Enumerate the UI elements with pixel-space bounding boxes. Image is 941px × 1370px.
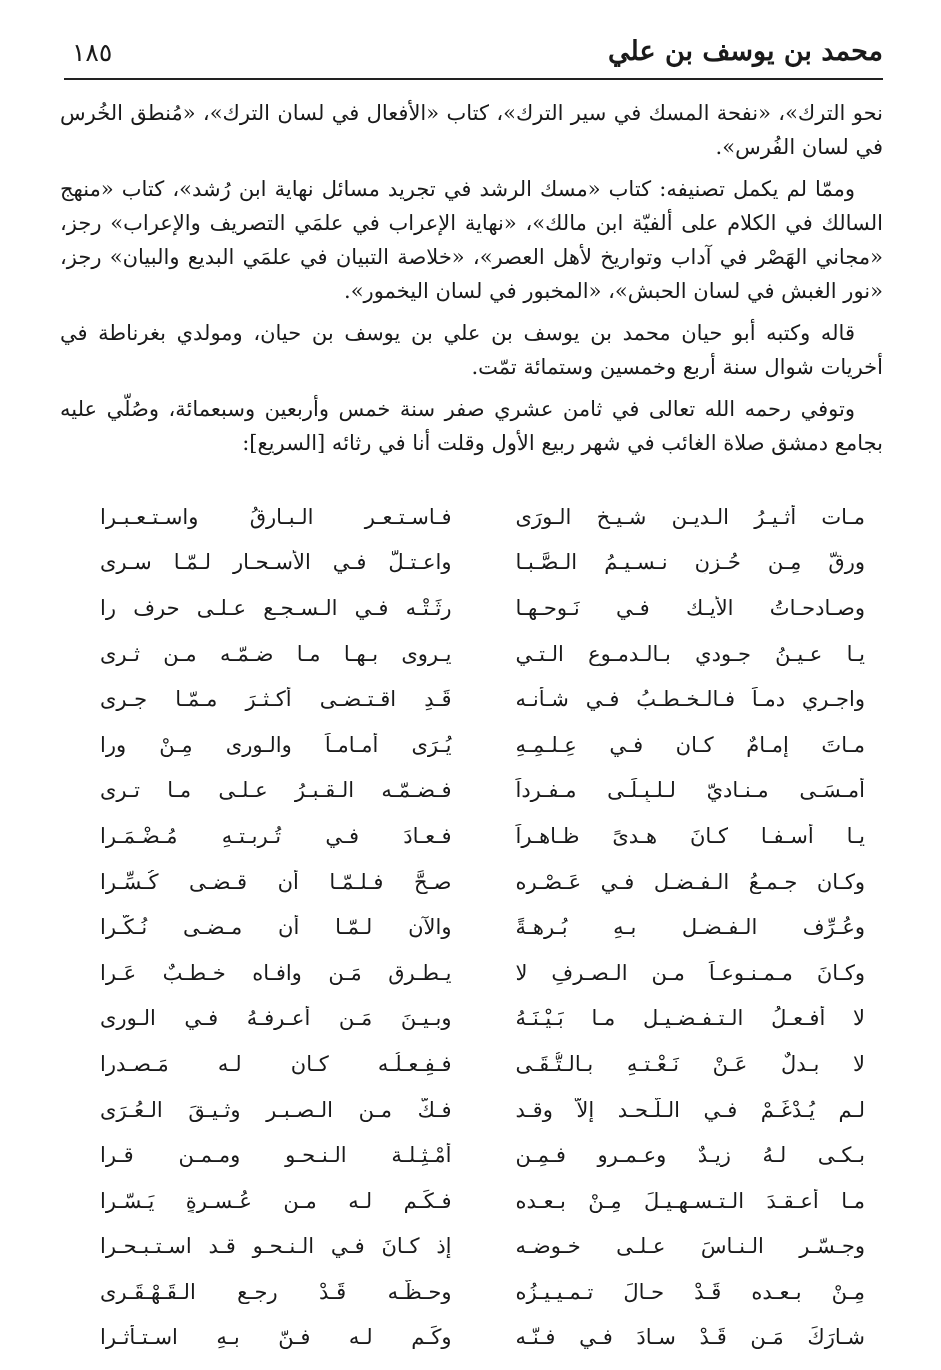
second-hemistich: يـطـرق مَـن وافـاه خـطـبٌ عَـرا: [100, 960, 452, 985]
verse-line: [60, 1315, 883, 1361]
first-hemistich: وجـسّـر الـنـاسَ عـلـى خـوضـه: [515, 1234, 865, 1259]
verse-line: [60, 631, 883, 677]
second-hemistich: وكَـم لـه فـنّ بـهِ اسـتـأثـرا: [100, 1325, 452, 1350]
second-hemistich: يـروى بـهـا مـا ضـمّـه مـن ثـرى: [100, 641, 452, 666]
first-hemistich: مِـنْ بـعـده قَـدْ حـالَ تـمـيـيـزُه: [515, 1279, 865, 1304]
verse-line: [60, 1041, 883, 1087]
first-hemistich: ورقّ مِـن حُـزنٍ نـسـيـمُ الـصَّـبـا: [515, 550, 865, 575]
first-hemistich: وكـانَ مـمـنـوعـاً مـن الـصـرفِ لا: [515, 960, 865, 985]
verse-line: [60, 1269, 883, 1315]
first-hemistich: واجـري دمـاً فـالـخـطـبُ فـي شـأنـه: [515, 687, 865, 712]
elegy-poem: [60, 494, 883, 1360]
first-hemistich: لا أفـعـلُ الـتـفـضـيـل مـا بَـيْـنَـهُ: [515, 1006, 865, 1031]
second-hemistich: فـكَـم لـه مـن عُـسـرةٍ يَـسّـرا: [100, 1188, 452, 1213]
first-hemistich: يـا عـيـنُ جـودي بـالـدمـوع الـتـي: [515, 641, 865, 666]
page-header: [64, 30, 883, 80]
second-hemistich: فـاسـتـعـر الـبـارقُ واسـتـعـبـرا: [100, 504, 452, 529]
second-hemistich: فـضـمّـه الـقـبـرُ عـلـى مـا تـرى: [100, 778, 452, 803]
second-hemistich: واعـتـلّ فـي الأسـحـار لـمّـا سـرى: [100, 550, 452, 575]
first-hemistich: وعُـرِّف الـفـضـل بـهِ بُـرهـةً: [515, 915, 865, 940]
verse-line: [60, 1132, 883, 1178]
prose-body: [60, 96, 883, 468]
second-hemistich: وحـظُّـه قَـدْ رجـع الـقَـهْـقَـرى: [100, 1279, 452, 1304]
verse-line: [60, 1224, 883, 1270]
verse-line: [60, 1178, 883, 1224]
verse-line: [60, 1087, 883, 1133]
first-hemistich: لا بـدلٌ عَـنْ نَـعْـتـهِ بـالـتُّـقَـى: [515, 1051, 865, 1076]
verse-line: [60, 494, 883, 540]
first-hemistich: لـم يُـدْغَـمْ فـي الـلّـحـد إلاّ وقـد: [515, 1097, 865, 1122]
verse-line: [60, 722, 883, 768]
running-title: محمد بن يوسف بن علي: [608, 36, 883, 67]
first-hemistich: شـارَكَ مَـن قَـدْ سـادَ فـي فـنّـه: [515, 1325, 865, 1350]
first-hemistich: مـاتَ إمـامٌ كـان فـي عِـلـمِـهِ: [515, 732, 865, 757]
first-hemistich: مـات أثـيـرُ الـديـن شـيـخ الـورَى: [515, 504, 865, 529]
verse-line: [60, 996, 883, 1042]
paragraph: نحو الترك»، «نفحة المسك في سير الترك»، كتاب «الأفعال في لسان الترك»، «مُنطق الخُرس في لسان الفُرس».: [60, 101, 883, 159]
first-hemistich: وصـادحـاتُ الأيـك فـي نَـوحـهـا: [515, 595, 865, 620]
second-hemistich: يُـرَى أمـامـاً والـورى مِـنْ ورا: [100, 732, 452, 757]
first-hemistich: يـا أسـفـا كـانَ هـدىً ظـاهـراً: [515, 823, 865, 848]
second-hemistich: إذ كـانَ فـي الـنـحـو قـد اسـتـبـحـرا: [100, 1234, 452, 1259]
verse-line: [60, 950, 883, 996]
first-hemistich: وكـان جـمـعُ الـفـضـل فـي عَـصْـرِه: [515, 869, 865, 894]
verse-line: [60, 904, 883, 950]
second-hemistich: قَـدِ اقـتـضـى أكـثـرَ مـمّـا جـرى: [100, 687, 452, 712]
second-hemistich: رثَـتْـه فـي الـسـجـع عـلـى حرف را: [100, 595, 452, 620]
paragraph: قاله وكتبه أبو حيان محمد بن يوسف بن علي بن يوسف بن حيان، ومولدي بغرناطة في أخريات شوال سنة أربع وخمسين وستمائة تمّت.: [60, 321, 883, 379]
second-hemistich: أمْـثِـلـة الـنـحـو ومـمـن قـرا: [100, 1143, 452, 1168]
second-hemistich: فـعـادَ فـي تُـربـتـهِ مُـضْـمَـرا: [100, 823, 452, 848]
second-hemistich: صـحَّ فـلـمّـا أن قـضـى كُـسِّـرا: [100, 869, 452, 894]
paragraph: وتوفي رحمه الله تعالى في ثامن عشري صفر سنة خمس وأربعين وسبعمائة، وصُلّي عليه بجامع دمشق صلاة الغائب في شهر ربيع الأول وقلت أنا في رثائه [السريع]:: [60, 397, 883, 455]
first-hemistich: بـكـى لـهُ زيـدٌ وعـمـرو فـمِـن: [515, 1143, 865, 1168]
verse-line: [60, 585, 883, 631]
page-number: ١٨٥: [72, 38, 113, 67]
verse-line: [60, 813, 883, 859]
second-hemistich: وبـيـنَ مَـن أعـرفـهُ فـي الـورى: [100, 1006, 452, 1031]
second-hemistich: فـكّ مـن الـصـبـر وثـيـقَ الـعُـرَى: [100, 1097, 452, 1122]
verse-line: [60, 859, 883, 905]
second-hemistich: فـفِـعـلُـه كـان لـه مَـصـدرا: [100, 1051, 452, 1076]
verse-line: [60, 540, 883, 586]
first-hemistich: مـا أعـقـدَ الـتـسـهـيـلَ مِـنْ بـعـده: [515, 1188, 865, 1213]
verse-line: [60, 768, 883, 814]
verse-line: [60, 676, 883, 722]
second-hemistich: والآن لـمّـا أن مـضـى نُـكّـرا: [100, 915, 452, 940]
paragraph: وممّا لم يكمل تصنيفه: كتاب «مسك الرشد في تجريد مسائل نهاية ابن رُشد»، كتاب «منهج السالك في الكلام على ألفيّة ابن مالك»، «نهاية الإعراب في علمَي التصريف والإعراب» رجز، «مجاني الهَصْر في آداب وتواريخ لأهل العصر»، «خلاصة التبيان في علمَي البديع والبيان» رجز، «نور الغبش في لسان الحبش»، «المخبور في لسان اليخمور».: [60, 177, 883, 303]
first-hemistich: أمـسَـى مـنـاديّ لـلـبِـلَـى مـفـرداً: [515, 778, 865, 803]
